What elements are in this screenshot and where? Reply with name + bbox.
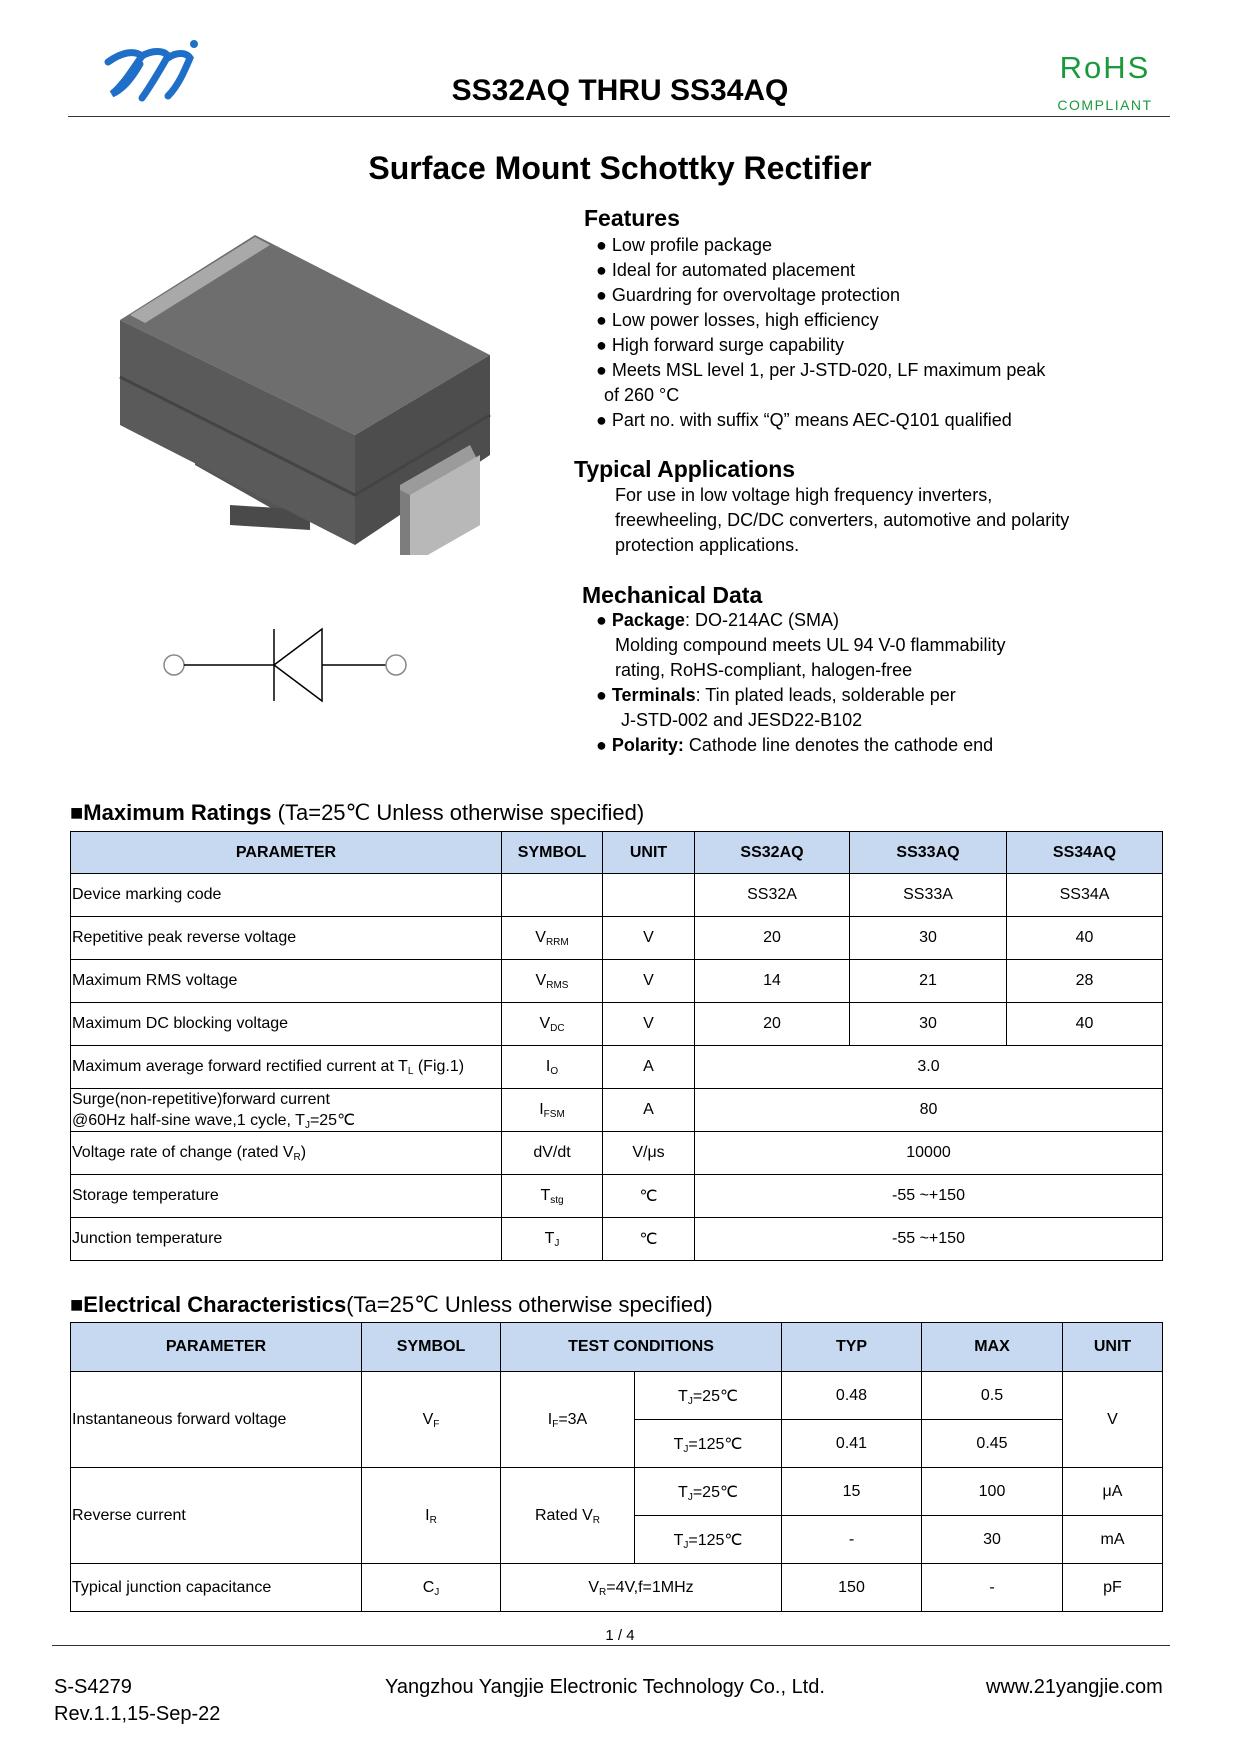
typ-cell: 0.48 [782, 1372, 922, 1420]
value-cell: SS33A [850, 874, 1007, 917]
feature-item-continued: of 260 °C [604, 385, 680, 405]
param-cell: Junction temperature [71, 1218, 502, 1261]
max-cell: - [922, 1564, 1063, 1612]
param-cell: Reverse current [71, 1468, 362, 1564]
unit-cell [603, 874, 695, 917]
col-header: SS33AQ [850, 832, 1007, 874]
value-cell: 30 [850, 1003, 1007, 1046]
temp-condition-cell: $T_J=25℃$ [635, 1372, 782, 1420]
symbol-cell: $V_{DC}$ [502, 1003, 603, 1046]
table-row [71, 1468, 1163, 1516]
table-row [71, 874, 1163, 917]
unit-cell: μA [1063, 1468, 1163, 1516]
symbol-cell: $V_{RRM}$ [502, 917, 603, 960]
param-cell: Maximum average forward rectified current at $T_L$ (Fig.1) [71, 1046, 502, 1089]
table-row [71, 917, 1163, 960]
condition-cell: $V_R=4V,f=1MHz$ [501, 1564, 782, 1612]
footer-divider [52, 1645, 1170, 1646]
table-row [71, 1372, 1163, 1420]
table-row [71, 1089, 1163, 1132]
col-header: TEST CONDITIONS [501, 1323, 782, 1372]
max-cell: 0.5 [922, 1372, 1063, 1420]
features-heading: Features [584, 205, 680, 231]
temp-condition-cell: $T_J=125℃$ [635, 1516, 782, 1564]
mech-package-detail: Molding compound meets UL 94 V-0 flammability [615, 635, 1006, 655]
col-header: PARAMETER [71, 832, 502, 874]
col-header: SYMBOL [362, 1323, 501, 1372]
col-header: SS32AQ [695, 832, 850, 874]
mech-terminals-detail: J-STD-002 and JESD22-B102 [621, 710, 863, 730]
table-row [71, 1003, 1163, 1046]
header-divider [68, 116, 1170, 117]
symbol-cell: $C_J$ [362, 1564, 501, 1612]
param-cell: Surge(non-repetitive)forward current @60Hz half-sine wave,1 cycle, $T_J=25℃$ [71, 1089, 502, 1132]
symbol-cell: $V_{RMS}$ [502, 960, 603, 1003]
value-cell: -55 ~+150 [695, 1218, 1163, 1261]
applications-heading: Typical Applications [574, 456, 796, 482]
value-cell: 30 [850, 917, 1007, 960]
value-cell: 28 [1007, 960, 1163, 1003]
company-name: Yangzhou Yangjie Electronic Technology Co., Ltd. [385, 1676, 825, 1698]
elec-char-title: ■Electrical Characteristics(Ta=25℃ Unless otherwise specified) [70, 1292, 713, 1317]
table-row [71, 1175, 1163, 1218]
value-cell: 10000 [695, 1132, 1163, 1175]
max-ratings-title: ■Maximum Ratings (Ta=25℃ Unless otherwise specified) [70, 800, 645, 825]
feature-item: ● Meets MSL level 1, per J-STD-020, LF maximum peak [596, 360, 1046, 380]
feature-item: ● High forward surge capability [596, 335, 844, 355]
condition-cell: Rated $V_R$ [501, 1468, 635, 1564]
typ-cell: - [782, 1516, 922, 1564]
value-cell: 14 [695, 960, 850, 1003]
unit-cell: A [603, 1089, 695, 1132]
value-cell: 3.0 [695, 1046, 1163, 1089]
col-header: MAX [922, 1323, 1063, 1372]
unit-cell: V [603, 1003, 695, 1046]
unit-cell: V [603, 917, 695, 960]
unit-cell: V [1063, 1372, 1163, 1468]
feature-item: ● Part no. with suffix “Q” means AEC-Q101 qualified [596, 410, 1012, 430]
col-header: SS34AQ [1007, 832, 1163, 874]
unit-cell: A [603, 1046, 695, 1089]
max-ratings-table [70, 831, 1163, 1261]
typ-cell: 150 [782, 1564, 922, 1612]
document-title: SS32AQ THRU SS34AQ [451, 74, 789, 107]
param-cell: Maximum DC blocking voltage [71, 1003, 502, 1046]
symbol-cell: $I_R$ [362, 1468, 501, 1564]
unit-cell: mA [1063, 1516, 1163, 1564]
value-cell: 40 [1007, 917, 1163, 960]
param-cell: Storage temperature [71, 1175, 502, 1218]
col-header: TYP [782, 1323, 922, 1372]
symbol-cell: $I_O$ [502, 1046, 603, 1089]
document-subtitle: Surface Mount Schottky Rectifier [368, 150, 872, 186]
mech-package-detail: rating, RoHS-compliant, halogen-free [615, 660, 913, 680]
value-cell: -55 ~+150 [695, 1175, 1163, 1218]
value-cell: 40 [1007, 1003, 1163, 1046]
table-row [71, 1132, 1163, 1175]
symbol-cell: dV/dt [502, 1132, 603, 1175]
unit-cell: V [603, 960, 695, 1003]
table-row [71, 1564, 1163, 1612]
feature-item: ● Guardring for overvoltage protection [596, 285, 901, 305]
unit-cell: pF [1063, 1564, 1163, 1612]
value-cell: 20 [695, 1003, 850, 1046]
value-cell: SS32A [695, 874, 850, 917]
symbol-cell: $T_{stg}$ [502, 1175, 603, 1218]
feature-item: ● Ideal for automated placement [596, 260, 856, 280]
applications-text: freewheeling, DC/DC converters, automotive and polarity [615, 510, 1070, 530]
param-cell: Typical junction capacitance [71, 1564, 362, 1612]
param-cell: Instantaneous forward voltage [71, 1372, 362, 1468]
temp-condition-cell: $T_J=125℃$ [635, 1420, 782, 1468]
rohs-mark: RoHS [1059, 50, 1151, 85]
value-cell: SS34A [1007, 874, 1163, 917]
package-image [110, 225, 510, 555]
symbol-cell: $V_F$ [362, 1372, 501, 1468]
mech-package: ● Package: DO-214AC (SMA) [596, 610, 839, 630]
table-row [71, 960, 1163, 1003]
condition-cell: $I_F=3A$ [501, 1372, 635, 1468]
param-cell: Device marking code [71, 874, 502, 917]
diode-symbol [160, 625, 410, 705]
typ-cell: 15 [782, 1468, 922, 1516]
mech-polarity: ● Polarity: Cathode line denotes the cathode end [596, 735, 994, 755]
col-header: UNIT [1063, 1323, 1163, 1372]
table-row [71, 1218, 1163, 1261]
param-cell: Voltage rate of change (rated $V_R$) [71, 1132, 502, 1175]
unit-cell: ℃ [603, 1218, 695, 1261]
unit-cell: V/μs [603, 1132, 695, 1175]
value-cell: 21 [850, 960, 1007, 1003]
table-row [71, 1046, 1163, 1089]
typ-cell: 0.41 [782, 1420, 922, 1468]
elec-char-table [70, 1322, 1163, 1612]
rohs-compliant-label: COMPLIANT [1057, 97, 1153, 113]
feature-item: ● Low power losses, high efficiency [596, 310, 879, 330]
value-cell: 80 [695, 1089, 1163, 1132]
document-number: S-S4279 [54, 1676, 132, 1698]
max-cell: 0.45 [922, 1420, 1063, 1468]
symbol-cell: $T_J$ [502, 1218, 603, 1261]
col-header: SYMBOL [502, 832, 603, 874]
revision: Rev.1.1,15-Sep-22 [54, 1703, 221, 1725]
max-cell: 100 [922, 1468, 1063, 1516]
value-cell: 20 [695, 917, 850, 960]
param-cell: Maximum RMS voltage [71, 960, 502, 1003]
temp-condition-cell: $T_J=25℃$ [635, 1468, 782, 1516]
max-cell: 30 [922, 1516, 1063, 1564]
symbol-cell [502, 874, 603, 917]
applications-text: For use in low voltage high frequency inverters, [615, 485, 993, 505]
website-link[interactable]: www.21yangjie.com [986, 1676, 1163, 1698]
applications-text: protection applications. [615, 535, 800, 555]
symbol-cell: $I_{FSM}$ [502, 1089, 603, 1132]
mechanical-heading: Mechanical Data [582, 582, 763, 608]
unit-cell: ℃ [603, 1175, 695, 1218]
feature-item: ● Low profile package [596, 235, 772, 255]
mech-terminals: ● Terminals: Tin plated leads, solderable per [596, 685, 956, 705]
col-header: UNIT [603, 832, 695, 874]
page-number: 1 / 4 [605, 1627, 635, 1644]
col-header: PARAMETER [71, 1323, 362, 1372]
param-cell: Repetitive peak reverse voltage [71, 917, 502, 960]
